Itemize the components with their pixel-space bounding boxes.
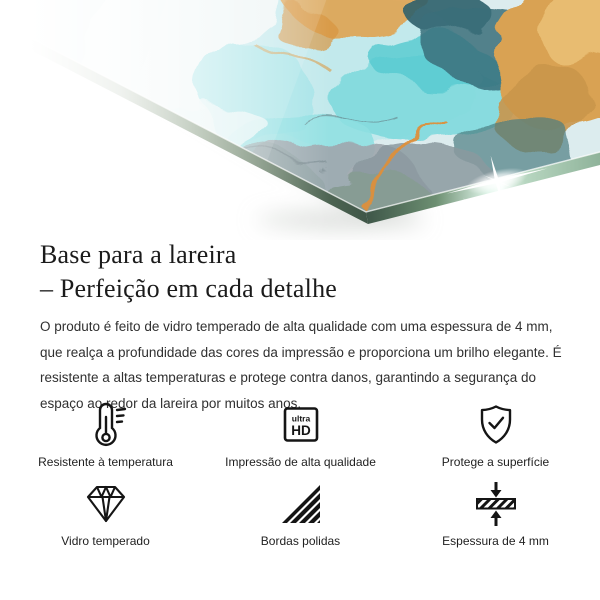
ultra-hd-badge-main: HD <box>290 423 311 438</box>
feature-polished-edges <box>203 481 398 548</box>
title-line-2: – Perfeição em cada detalhe <box>40 274 338 303</box>
feature-label: Vidro temperado <box>61 534 150 548</box>
diamond-icon <box>83 481 129 527</box>
title-line-1: Base para a lareira <box>40 240 237 269</box>
thermometer-icon <box>84 402 128 448</box>
shield-check-icon <box>474 402 518 448</box>
feature-temperature <box>8 402 203 469</box>
feature-thickness <box>398 481 593 548</box>
feature-protection <box>398 402 593 469</box>
feature-label: Espessura de 4 mm <box>442 534 549 548</box>
ultra-hd-icon <box>279 402 323 448</box>
product-description: O produto é feito de vidro temperado de alta qualidade com uma espessura de 4 mm, que realça a profundidade das cores da impressão e proporciona um brilho elegante. É resistente a altas temperaturas e protege contra danos, garantindo a segurança do espaço ao redor da lareira por muitos anos. <box>40 319 562 411</box>
thickness-icon <box>473 481 519 527</box>
feature-grid <box>8 402 593 548</box>
feature-label: Bordas polidas <box>260 534 341 548</box>
feature-label: Resistente à temperatura <box>38 455 173 469</box>
polished-edges-icon <box>278 481 324 527</box>
feature-tempered-glass <box>8 481 203 548</box>
feature-print-quality <box>203 402 398 469</box>
ultra-hd-badge-top: ultra <box>291 413 310 424</box>
feature-label: Impressão de alta qualidade <box>225 455 376 469</box>
feature-label: Protege a superfície <box>441 455 550 469</box>
page-title <box>40 238 562 306</box>
